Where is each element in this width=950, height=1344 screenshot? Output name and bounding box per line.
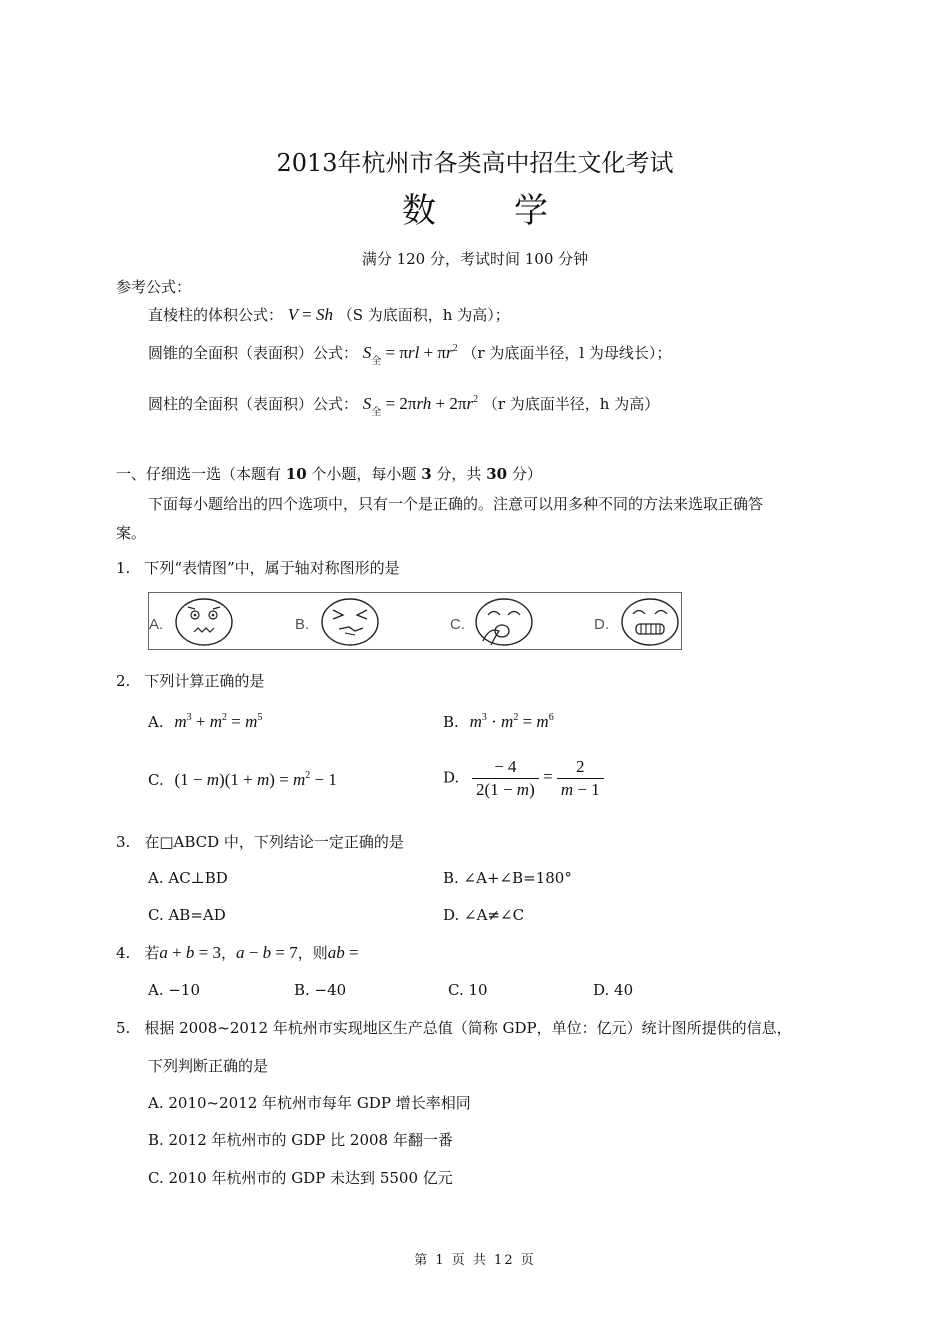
question-5-text: 根据 2008~2012 年杭州市实现地区生产总值（简称 GDP，单位：亿元）统计图所提供的信息，: [144, 1019, 792, 1037]
squint-face-icon: [319, 597, 381, 647]
question-4: 4. 若a + b = 3，a − b = 7，则ab =: [116, 943, 359, 962]
exam-title: 2013年杭州市各类高中招生文化考试: [276, 149, 674, 177]
grinning-face-icon: [619, 597, 681, 647]
q2-option-b: B. $m^3 \cdot m^2 = m^6$: [443, 712, 554, 731]
formula-cone-expr: $S_全 = \pi rl + \pi r^2$: [362, 343, 458, 367]
q3-option-c: C. AB=AD: [148, 906, 226, 924]
q3-option-b: B. ∠A+∠B=180°: [443, 869, 572, 887]
question-1-number: 1.: [116, 559, 131, 577]
formula-cylinder-label: 圆柱的全面积（表面积）公式：: [148, 395, 359, 413]
emoji-a-label: A.: [149, 616, 164, 633]
question-5-text-cont: 下列判断正确的是: [148, 1057, 269, 1075]
q2-option-d-expr: $\frac{- 4}{2(1 - m)}$ = $\frac{2}{m - 1}$: [472, 767, 604, 786]
formula-prism-note: （S 为底面积，h 为高）；: [337, 306, 510, 324]
subject-char-2: 学: [514, 191, 548, 231]
section1-instructions: 下面每小题给出的四个选项中，只有一个是正确的。注意可以用多种不同的方法来选取正确答: [148, 495, 764, 513]
q2-option-c: C. $(1 - m)(1 + m) = m^2 - 1$: [148, 770, 337, 789]
formulas-heading: 参考公式：: [116, 278, 192, 296]
q5-option-b: B. 2012 年杭州市的 GDP 比 2008 年翻一番: [148, 1131, 453, 1149]
formula-prism: [148, 304, 510, 325]
q4-option-c: C. 10: [448, 981, 488, 999]
q5-option-a: A. 2010~2012 年杭州市每年 GDP 增长率相同: [148, 1094, 471, 1112]
q3-option-a: A. AC⊥BD: [148, 869, 228, 887]
q2-option-b-expr: $m^3 \cdot m^2 = m^6$: [469, 712, 554, 731]
emoji-d-label: D.: [594, 616, 609, 633]
formula-cylinder: [148, 393, 659, 418]
emoji-figure-box: [148, 592, 682, 650]
subject-char-1: 数: [402, 191, 436, 231]
section1-heading: 一、仔细选一选（本题有 10 个小题，每小题 3 分，共 30 分）: [116, 465, 542, 483]
worried-face-icon: [173, 597, 235, 647]
section1-instructions-cont: 案。: [116, 524, 147, 542]
question-2-number: 2.: [116, 672, 131, 690]
formula-prism-expr: V = Sh: [287, 305, 333, 324]
q2-option-c-expr: $(1 - m)(1 + m) = m^2 - 1$: [174, 770, 337, 789]
question-2-text: 下列计算正确的是: [144, 672, 265, 690]
emoji-b-label: B.: [295, 616, 310, 633]
yawning-face-icon: [473, 597, 535, 649]
q2-option-a: A. $m^3 + m^2 = m^5$: [148, 712, 263, 731]
question-3: [116, 831, 404, 852]
q4-option-b: B. −40: [294, 981, 347, 999]
q4-target: ab =: [327, 943, 359, 962]
formula-cone-label: 圆锥的全面积（表面积）公式：: [148, 344, 359, 362]
q2-option-a-expr: $m^3 + m^2 = m^5$: [174, 712, 263, 731]
formula-cylinder-expr: $S_全 = 2\pi rh + 2\pi r^2$: [362, 394, 479, 418]
question-1: [116, 557, 400, 578]
emoji-c-label: C.: [450, 616, 465, 633]
q4-option-d: D. 40: [593, 981, 634, 999]
question-2: [116, 670, 264, 691]
question-5-number: 5.: [116, 1019, 131, 1037]
formula-cone: [148, 342, 671, 367]
exam-info: 满分 120 分，考试时间 100 分钟: [361, 250, 589, 268]
question-3-text: 在□ABCD 中，下列结论一定正确的是: [144, 833, 404, 851]
q4-cond-1: a + b = 3: [159, 943, 222, 962]
formula-cylinder-note: （r 为底面半径，h 为高）: [482, 395, 660, 413]
q2-option-d: D. $\frac{- 4}{2(1 - m)}$ = $\frac{2}{m - 1}$: [443, 757, 604, 800]
formula-cone-note: （r 为底面半径，l 为母线长）；: [462, 344, 672, 362]
subject-title: [0, 183, 950, 232]
question-4-number: 4.: [116, 944, 131, 962]
q5-option-c: C. 2010 年杭州市的 GDP 未达到 5500 亿元: [148, 1169, 453, 1187]
q4-option-a: A. −10: [148, 981, 201, 999]
q3-option-d: D. ∠A≠∠C: [443, 906, 525, 924]
question-1-text: 下列“表情图”中，属于轴对称图形的是: [144, 559, 400, 577]
question-3-number: 3.: [116, 833, 131, 851]
page-footer: 第 1 页 共 12 页: [414, 1253, 536, 1268]
question-5: [116, 1017, 792, 1038]
q4-cond-2: a − b = 7: [236, 943, 298, 962]
formula-prism-label: 直棱柱的体积公式：: [148, 306, 284, 324]
